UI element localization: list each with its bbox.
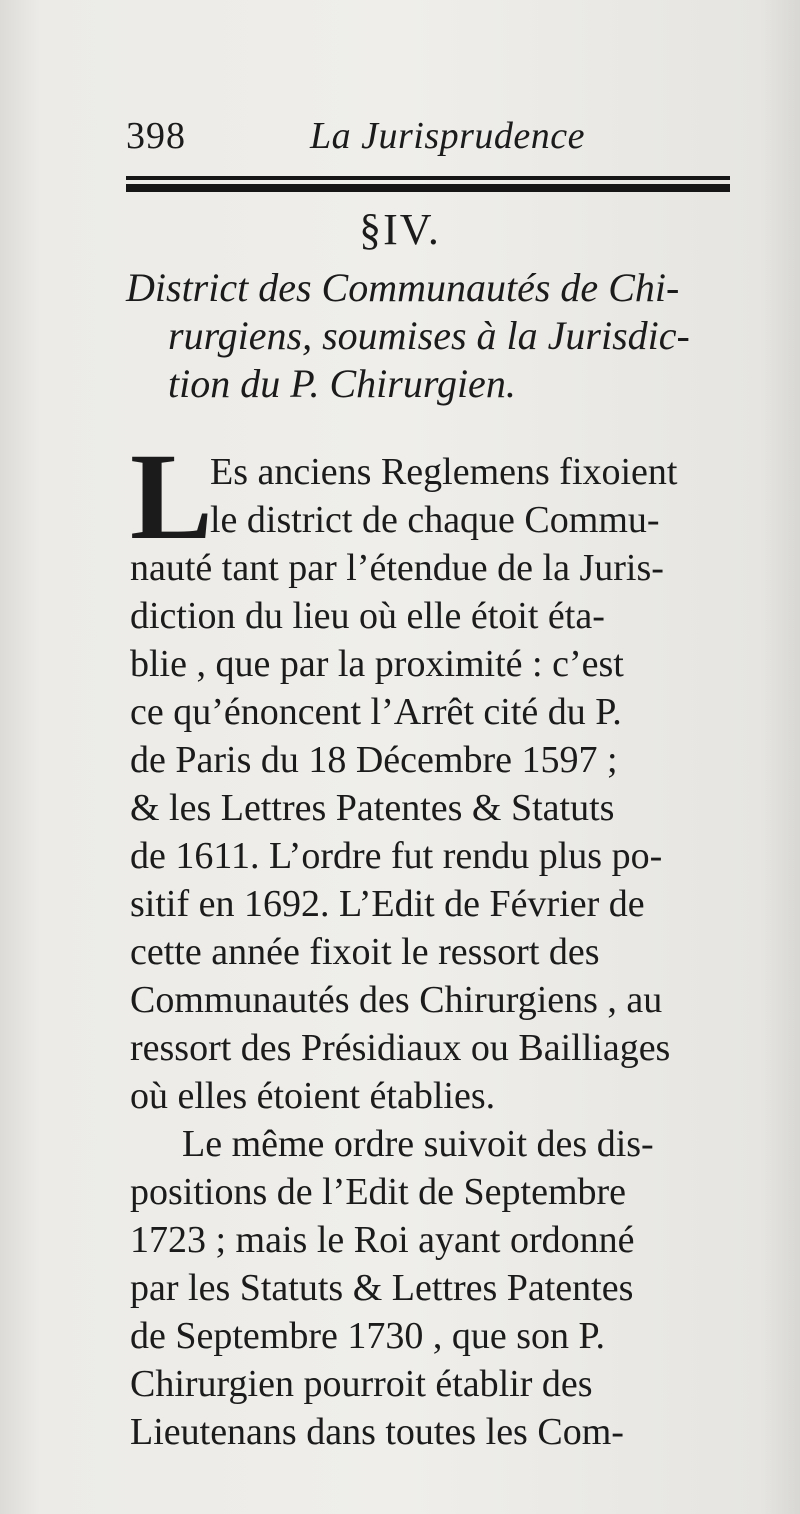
- text-line: Chirurgien pourroit établir des: [130, 1363, 593, 1405]
- text-line: blie , que par la proximité : c’est: [130, 643, 624, 685]
- text-line: Lieutenans dans toutes les Com-: [130, 1411, 624, 1453]
- body-text: [130, 428, 750, 1456]
- text-line: sitif en 1692. L’Edit de Février de: [130, 883, 645, 925]
- text-line: cette année fixoit le ressort des: [130, 931, 600, 973]
- text-line: de 1611. L’ordre fut rendu plus po-: [130, 835, 663, 877]
- section-title-line: District des Communautés de Chi-: [126, 265, 680, 310]
- header-rule-thick: [126, 184, 730, 192]
- section-title: [126, 264, 746, 408]
- text-line: nauté tant par l’étendue de la Juris-: [130, 547, 664, 589]
- text-line: où elles étoient établies.: [130, 1075, 496, 1117]
- text-line: par les Statuts & Lettres Patentes: [130, 1267, 634, 1309]
- text-line: Le même ordre suivoit des dis-: [182, 1123, 654, 1165]
- text-line: diction du lieu où elle étoit éta-: [130, 595, 605, 637]
- text-line: Es anciens Reglemens fixoient: [210, 451, 678, 493]
- text-line: ressort des Présidiaux ou Bailliages: [130, 1027, 671, 1069]
- text-line: ce qu’énoncent l’Arrêt cité du P.: [130, 691, 622, 733]
- text-line: positions de l’Edit de Septembre: [130, 1171, 627, 1213]
- header-rule: [126, 176, 730, 192]
- text-line: Communautés des Chirurgiens , au: [130, 979, 663, 1021]
- section-title-line: rurgiens, soumises à la Jurisdic-: [168, 313, 690, 358]
- running-title: La Jurisprudence: [310, 115, 586, 157]
- running-head: [126, 108, 736, 158]
- section-number: §IV.: [359, 205, 441, 254]
- drop-cap: L: [130, 428, 213, 565]
- text-line: 1723 ; mais le Roi ayant ordonné: [130, 1219, 635, 1261]
- section-title-line: tion du P. Chirurgien.: [168, 361, 516, 406]
- text-line: le district de chaque Commu-: [210, 499, 660, 541]
- text-line: de Paris du 18 Décembre 1597 ;: [130, 739, 618, 781]
- header-rule-thin: [126, 176, 730, 180]
- text-line: de Septembre 1730 , que son P.: [130, 1315, 605, 1357]
- text-line: & les Lettres Patentes & Statuts: [130, 787, 615, 829]
- page-number: 398: [126, 115, 186, 157]
